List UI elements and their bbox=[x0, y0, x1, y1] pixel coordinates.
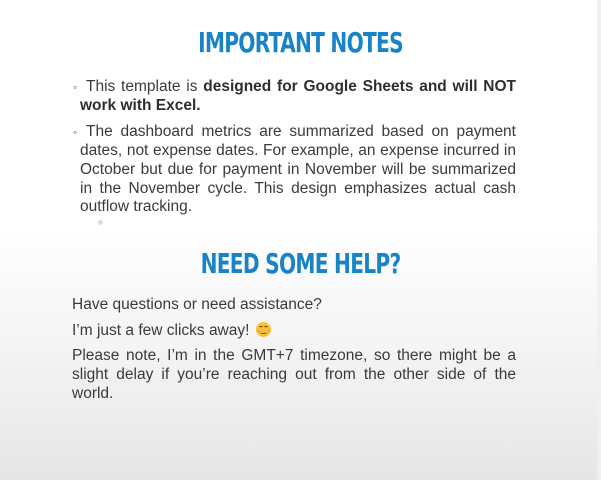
bullet-icon: ◦ bbox=[73, 125, 78, 140]
note-text-bold: designed for Google Sheets and will NOT work with Excel. bbox=[80, 78, 516, 114]
note-text bbox=[74, 78, 516, 115]
important-notes-heading: IMPORTANT NOTES bbox=[198, 26, 403, 59]
note-text: The dashboard metrics are summarized based on payment dates, not expense dates. For example, an expense incurred in October but due for payment in November will be summarized in the November cycle. This design emphasizes actual cash outflow tracking. bbox=[80, 123, 516, 216]
smiling-face-icon bbox=[256, 322, 271, 337]
notes-list bbox=[74, 78, 516, 225]
help-availability-text: I’m just a few clicks away! bbox=[72, 321, 250, 339]
empty-bullet-icon bbox=[98, 220, 103, 225]
note-text-regular: This template is bbox=[86, 78, 204, 95]
help-question-text: Have questions or need assistance? bbox=[72, 296, 322, 313]
note-item bbox=[74, 78, 516, 115]
help-timezone-text: Please note, I’m in the GMT+7 timezone, so there might be a slight delay if you’re reaching out from the other side of the world. bbox=[72, 347, 516, 402]
help-availability-line bbox=[72, 322, 516, 341]
help-section bbox=[72, 296, 516, 411]
page-edge bbox=[597, 0, 601, 480]
bullet-icon: ◦ bbox=[73, 80, 78, 94]
note-item bbox=[74, 123, 516, 217]
need-help-heading: NEED SOME HELP? bbox=[200, 247, 401, 280]
